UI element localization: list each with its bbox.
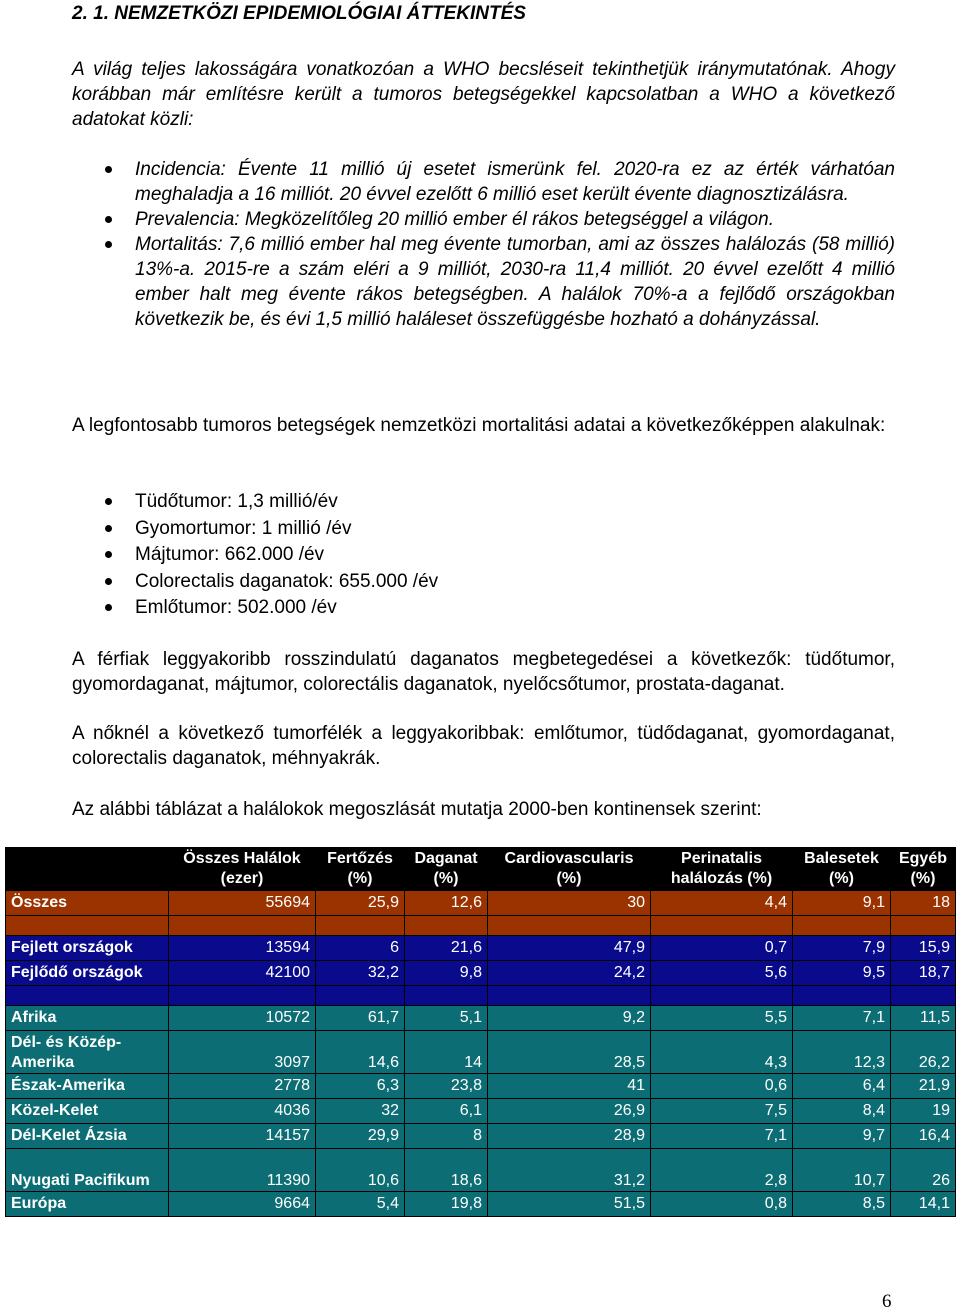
table-cell: 21,6 — [405, 936, 488, 961]
table-cell: 26,9 — [488, 1099, 651, 1124]
table-cell: 41 — [488, 1074, 651, 1099]
table-cell: 8,5 — [793, 1192, 891, 1217]
women-paragraph: A nőknél a következő tumorfélék a leggyakoribbak: emlőtumor, tüdődaganat, gyomordaganat, colorectalis daganatok, méhnyakrák. — [72, 723, 895, 769]
table-row — [6, 1031, 956, 1074]
table-spacer-row — [6, 986, 956, 1006]
header-cell: Perinatalis halálozás (%) — [651, 848, 793, 891]
table-cell: 5,4 — [316, 1192, 405, 1217]
table-cell: 11390 — [169, 1149, 316, 1192]
table-cell: 9,7 — [793, 1124, 891, 1149]
table-row — [6, 1074, 956, 1099]
fact-prevalence: Prevalencia: Megközelítőleg 20 millió ember él rákos betegséggel a világon. — [135, 207, 895, 232]
table-cell: 9,5 — [793, 961, 891, 986]
header-cell: Cardiovascularis (%) — [488, 848, 651, 891]
table-cell: 9664 — [169, 1192, 316, 1217]
table-cell: 24,2 — [488, 961, 651, 986]
page-number: 6 — [882, 1291, 892, 1312]
table-row — [6, 1192, 956, 1217]
table-row-total — [6, 891, 956, 916]
row-label: Nyugati Pacifikum — [6, 1149, 169, 1192]
table-cell: 32 — [316, 1099, 405, 1124]
header-cell: Daganat (%) — [405, 848, 488, 891]
table-cell: 14157 — [169, 1124, 316, 1149]
table-cell: 7,5 — [651, 1099, 793, 1124]
table-cell: 12,3 — [793, 1031, 891, 1074]
table-row — [6, 1006, 956, 1031]
table-cell: 6,1 — [405, 1099, 488, 1124]
section-heading: 2. 1. NEMZETKÖZI EPIDEMIOLÓGIAI ÁTTEKINTÉS — [72, 3, 526, 24]
tumor-item: Tüdőtumor: 1,3 millió/év — [135, 489, 895, 516]
tumor-item: Emlőtumor: 502.000 /év — [135, 595, 895, 622]
mortality-table — [5, 847, 956, 1217]
table-cell: 55694 — [169, 891, 316, 916]
intro-paragraph: A világ teljes lakosságára vonatkozóan a WHO becsléseit tekinthetjük iránymutatónak. Ahogy korábban már említésre került a tumoros betegségekkel kapcsolatban a WHO a következő adatokat közli: — [72, 59, 895, 130]
table-cell: 9,1 — [793, 891, 891, 916]
table-cell: 23,8 — [405, 1074, 488, 1099]
tumor-mortality-list — [135, 489, 895, 622]
table-header-row — [6, 848, 956, 891]
row-label: Fejlett országok — [6, 936, 169, 961]
table-cell: 6 — [316, 936, 405, 961]
row-label: Közel-Kelet — [6, 1099, 169, 1124]
table-cell: 30 — [488, 891, 651, 916]
header-cell: Fertőzés (%) — [316, 848, 405, 891]
header-cell — [6, 848, 169, 891]
table-cell: 7,1 — [793, 1006, 891, 1031]
table-row — [6, 936, 956, 961]
table-cell: 5,5 — [651, 1006, 793, 1031]
table-cell: 28,5 — [488, 1031, 651, 1074]
table-cell: 10572 — [169, 1006, 316, 1031]
table-row — [6, 961, 956, 986]
table-cell: 14 — [405, 1031, 488, 1074]
table-cell: 9,2 — [488, 1006, 651, 1031]
table-cell: 32,2 — [316, 961, 405, 986]
row-label: Afrika — [6, 1006, 169, 1031]
header-cell: Összes Halálok (ezer) — [169, 848, 316, 891]
row-label: Dél- és Közép-Amerika — [6, 1031, 169, 1074]
table-cell: 15,9 — [891, 936, 956, 961]
table-cell: 5,6 — [651, 961, 793, 986]
table-cell: 18 — [891, 891, 956, 916]
tumor-item: Májtumor: 662.000 /év — [135, 542, 895, 569]
who-facts-list — [135, 157, 895, 332]
table-cell: 9,8 — [405, 961, 488, 986]
table-row — [6, 1149, 956, 1192]
table-cell: 47,9 — [488, 936, 651, 961]
row-label: Észak-Amerika — [6, 1074, 169, 1099]
men-paragraph: A férfiak leggyakoribb rosszindulatú daganatos megbetegedései a következők: tüdőtumor, gyomordaganat, májtumor, colorectális daganatok, nyelőcsőtumor, prostata-daganat. — [72, 649, 895, 695]
table-cell: 6,4 — [793, 1074, 891, 1099]
table-cell: 3097 — [169, 1031, 316, 1074]
table-cell: 2,8 — [651, 1149, 793, 1192]
table-cell: 6,3 — [316, 1074, 405, 1099]
table-cell: 19,8 — [405, 1192, 488, 1217]
table-cell: 0,8 — [651, 1192, 793, 1217]
mortality-intro-paragraph: A legfontosabb tumoros betegségek nemzetközi mortalitási adatai a következőképpen alakulnak: — [72, 415, 886, 436]
table-cell: 51,5 — [488, 1192, 651, 1217]
tumor-item: Gyomortumor: 1 millió /év — [135, 516, 895, 543]
row-label: Európa — [6, 1192, 169, 1217]
fact-mortality: Mortalitás: 7,6 millió ember hal meg évente tumorban, ami az összes halálozás (58 millió) 13%-a. 2015-re a szám eléri a 9 milliót, 2030-ra 11,4 milliót. 20 évvel ezelőtt 4 millió ember halt meg évente rákos betegségben. A halálok 70%-a a fejlődő országokban következik be, és évi 1,5 millió haláleset összefüggésbe hozható a dohányzással. — [135, 234, 895, 330]
table-cell: 4,3 — [651, 1031, 793, 1074]
table-cell: 18,7 — [891, 961, 956, 986]
table-cell: 16,4 — [891, 1124, 956, 1149]
table-cell: 7,9 — [793, 936, 891, 961]
table-cell: 31,2 — [488, 1149, 651, 1192]
table-cell: 14,6 — [316, 1031, 405, 1074]
table-spacer-row — [6, 916, 956, 936]
table-cell: 11,5 — [891, 1006, 956, 1031]
table-cell: 14,1 — [891, 1192, 956, 1217]
table-cell: 7,1 — [651, 1124, 793, 1149]
table-row — [6, 1099, 956, 1124]
row-label: Dél-Kelet Ázsia — [6, 1124, 169, 1149]
table-cell: 4,4 — [651, 891, 793, 916]
table-cell: 13594 — [169, 936, 316, 961]
header-cell: Egyéb (%) — [891, 848, 956, 891]
tumor-item: Colorectalis daganatok: 655.000 /év — [135, 569, 895, 596]
table-cell: 26 — [891, 1149, 956, 1192]
table-cell: 19 — [891, 1099, 956, 1124]
table-cell: 0,7 — [651, 936, 793, 961]
table-cell: 8,4 — [793, 1099, 891, 1124]
table-cell: 21,9 — [891, 1074, 956, 1099]
table-row — [6, 1124, 956, 1149]
table-cell: 18,6 — [405, 1149, 488, 1192]
table-cell: 2778 — [169, 1074, 316, 1099]
header-cell: Balesetek (%) — [793, 848, 891, 891]
table-cell: 0,6 — [651, 1074, 793, 1099]
table-cell: 26,2 — [891, 1031, 956, 1074]
table-cell: 29,9 — [316, 1124, 405, 1149]
fact-incidence: Incidencia: Évente 11 millió új esetet ismerünk fel. 2020-ra ez az érték várhatóan meghaladja a 16 milliót. 20 évvel ezelőtt 6 millió eset került évente diagnosztizálásra. — [135, 159, 895, 205]
table-cell: 42100 — [169, 961, 316, 986]
table-cell: 5,1 — [405, 1006, 488, 1031]
table-cell: 61,7 — [316, 1006, 405, 1031]
table-intro-paragraph: Az alábbi táblázat a halálokok megoszlását mutatja 2000-ben kontinensek szerint: — [72, 799, 762, 820]
table-cell: 10,6 — [316, 1149, 405, 1192]
table-cell: 12,6 — [405, 891, 488, 916]
table-cell: 28,9 — [488, 1124, 651, 1149]
table-cell: 25,9 — [316, 891, 405, 916]
table-cell: 8 — [405, 1124, 488, 1149]
row-label: Fejlődő országok — [6, 961, 169, 986]
table-cell: 10,7 — [793, 1149, 891, 1192]
row-label: Összes — [6, 891, 169, 916]
table-cell: 4036 — [169, 1099, 316, 1124]
